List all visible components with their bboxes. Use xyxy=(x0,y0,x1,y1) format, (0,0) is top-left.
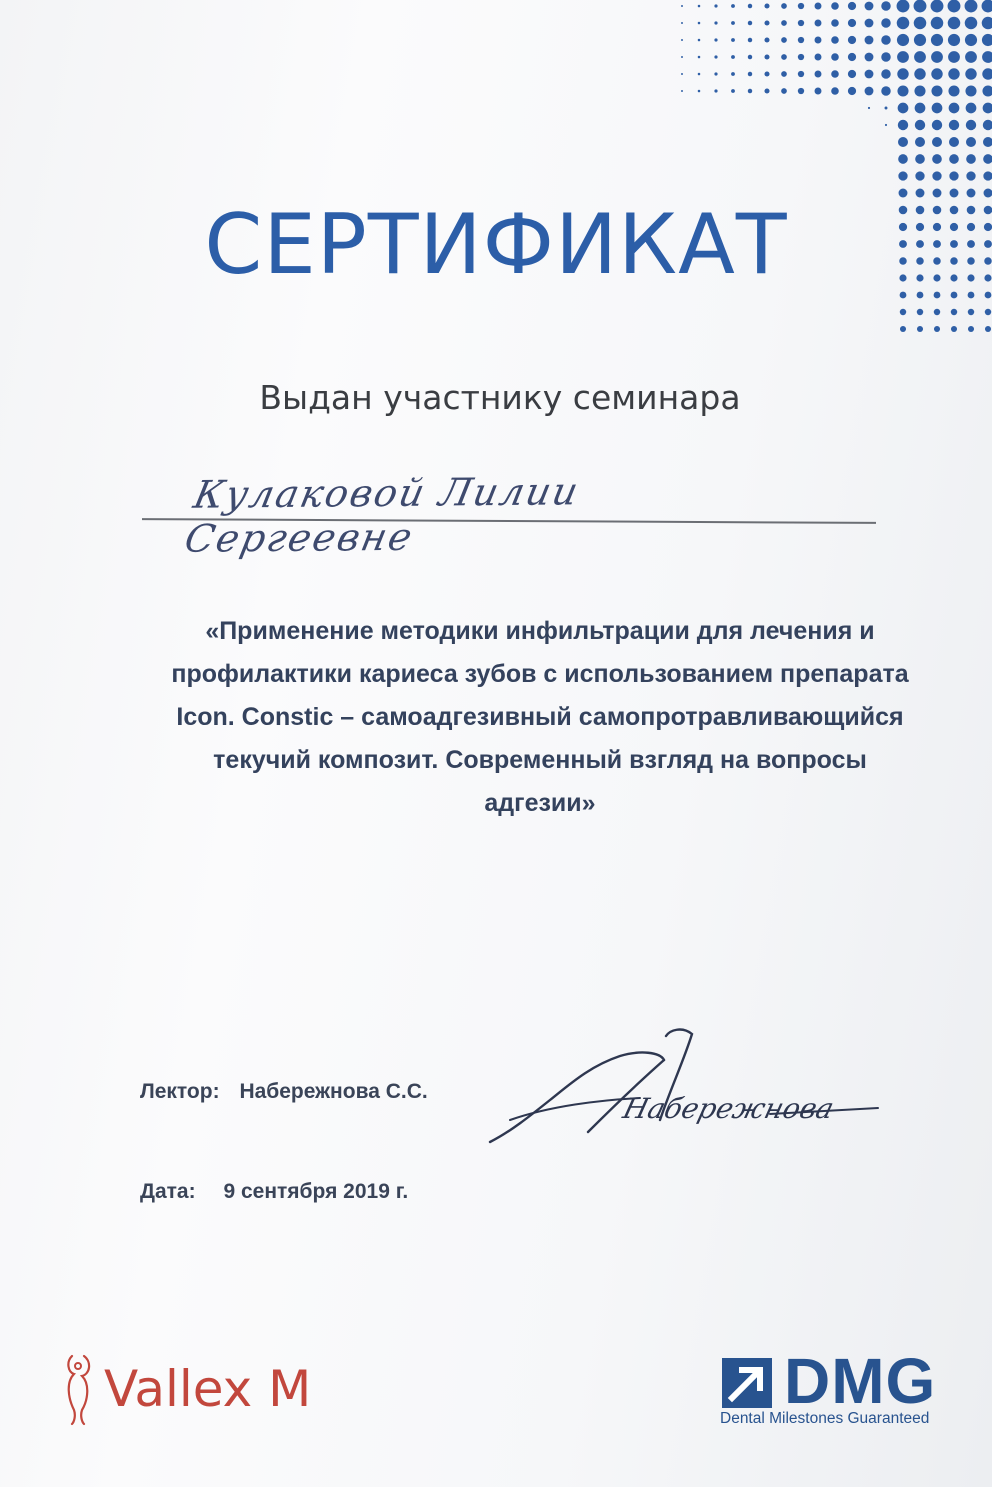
vallex-wordmark: Vallex M xyxy=(104,1360,312,1418)
decor-dot xyxy=(831,2,839,10)
decor-dot xyxy=(681,39,683,41)
decor-dot xyxy=(948,0,961,12)
decor-dot xyxy=(848,87,856,95)
decor-dot xyxy=(965,0,978,12)
lector-name: Набережнова С.С. xyxy=(239,1080,428,1103)
decor-dot xyxy=(948,68,959,79)
decor-dot xyxy=(897,51,909,63)
decor-dot xyxy=(831,19,839,27)
decor-dot xyxy=(831,36,839,44)
decor-dot xyxy=(915,171,924,180)
lector-signature xyxy=(470,1020,890,1160)
decor-dot xyxy=(949,103,960,114)
decor-dot xyxy=(714,72,717,75)
decor-dot xyxy=(798,20,804,26)
decor-dot xyxy=(949,154,959,164)
decor-dot xyxy=(748,21,752,25)
decor-dot xyxy=(865,53,874,62)
decor-dot xyxy=(731,72,735,76)
decor-dot xyxy=(915,154,925,164)
decor-dot xyxy=(815,88,822,95)
decor-dot xyxy=(982,51,992,63)
decor-dot xyxy=(949,171,958,180)
decor-dot xyxy=(949,120,959,130)
certificate-title: СЕРТИФИКАТ xyxy=(204,196,788,293)
decor-dot xyxy=(915,103,926,114)
decor-dot xyxy=(982,68,992,79)
decor-dot xyxy=(764,37,769,42)
decor-dot xyxy=(681,5,683,7)
decor-dot xyxy=(698,5,701,8)
decor-dot xyxy=(948,17,961,30)
decor-dot xyxy=(932,171,941,180)
decor-dot xyxy=(948,51,960,63)
decor-dot xyxy=(983,154,992,164)
decor-dot xyxy=(966,137,976,147)
certificate-subtitle: Выдан участнику семинара xyxy=(259,378,741,417)
decor-dot xyxy=(966,171,975,180)
decor-dot xyxy=(764,88,769,93)
decor-dot xyxy=(731,89,735,93)
decor-dot xyxy=(764,20,769,25)
decor-dot xyxy=(698,22,701,25)
decor-dot xyxy=(798,37,804,43)
decor-dot xyxy=(731,38,735,42)
decor-dot xyxy=(748,89,752,93)
lector-label: Лектор: xyxy=(140,1080,220,1103)
decor-dot xyxy=(848,2,856,10)
decor-dot xyxy=(681,56,683,58)
decor-dot xyxy=(848,19,856,27)
decor-dot xyxy=(983,120,992,130)
decor-dot xyxy=(781,88,787,94)
decor-dot xyxy=(714,4,717,7)
decor-dot xyxy=(848,70,856,78)
decor-dot xyxy=(914,85,925,96)
decor-dot xyxy=(900,309,906,315)
decor-dot xyxy=(798,54,804,60)
decor-dot xyxy=(781,54,787,60)
decor-dot xyxy=(881,52,890,61)
decor-dot xyxy=(764,54,769,59)
decor-dot xyxy=(881,86,890,95)
decor-dot xyxy=(982,85,992,96)
decor-dot xyxy=(931,17,944,30)
decor-dot xyxy=(965,34,977,46)
decor-dot xyxy=(914,0,927,12)
decor-dot xyxy=(714,55,717,58)
decor-dot xyxy=(897,85,908,96)
decor-dot xyxy=(931,0,944,12)
decor-dot xyxy=(798,3,804,9)
decor-dot xyxy=(900,326,906,332)
decor-dot xyxy=(714,89,717,92)
decor-dot xyxy=(681,90,683,92)
decor-dot xyxy=(897,68,908,79)
vallex-figure-icon xyxy=(58,1352,102,1426)
seminar-topic xyxy=(110,610,970,825)
signature-text: Набережнова xyxy=(619,1092,838,1125)
decor-dot xyxy=(781,3,787,9)
decor-dot xyxy=(815,3,822,10)
decor-dot xyxy=(983,137,992,147)
decor-dot xyxy=(764,71,769,76)
decor-dot xyxy=(968,326,974,332)
date-value: 9 сентября 2019 г. xyxy=(223,1180,409,1203)
date-label: Дата: xyxy=(140,1180,196,1203)
decor-dot xyxy=(951,309,957,315)
decor-dot xyxy=(983,103,992,114)
decor-dot xyxy=(898,154,908,164)
decor-dot xyxy=(932,137,942,147)
decor-dot xyxy=(948,85,959,96)
decor-dot xyxy=(748,38,752,42)
date-row xyxy=(140,1180,408,1204)
decor-dot xyxy=(731,4,735,8)
decor-dot xyxy=(831,70,839,78)
decor-dot xyxy=(748,72,752,76)
decor-dot xyxy=(831,53,839,61)
decor-dot xyxy=(865,87,874,96)
decor-dot xyxy=(714,21,717,24)
decor-dot xyxy=(968,309,974,315)
decor-dot xyxy=(982,0,992,12)
topic-line: профилактики кариеса зубов с использованием препарата xyxy=(171,660,909,688)
dmg-logo xyxy=(718,1345,958,1440)
decor-dot xyxy=(798,88,804,94)
decor-dot xyxy=(898,137,908,147)
dmg-tagline: Dental Milestones Guaranteed xyxy=(720,1410,930,1427)
decor-dot xyxy=(897,17,910,30)
decor-dot xyxy=(831,87,839,95)
decor-dot xyxy=(965,51,977,63)
dmg-wordmark: DMG xyxy=(784,1345,937,1417)
decor-dot xyxy=(965,17,978,30)
decor-dot xyxy=(731,55,735,59)
decor-dot xyxy=(898,103,909,114)
decor-dot xyxy=(931,51,943,63)
decor-dot xyxy=(815,54,822,61)
decor-dot xyxy=(948,34,960,46)
decor-dot xyxy=(881,18,890,27)
decor-dot xyxy=(681,22,683,24)
decor-dot xyxy=(731,21,735,25)
decor-dot xyxy=(698,73,701,76)
topic-line: текучий композит. Современный взгляд на вопросы xyxy=(213,746,867,774)
decor-dot xyxy=(781,37,787,43)
decor-dot xyxy=(897,0,910,12)
decor-dot xyxy=(698,39,701,42)
decor-dot xyxy=(914,34,926,46)
decor-dot xyxy=(764,3,769,8)
decor-dot xyxy=(881,35,890,44)
recipient-name: Кулаковой Лилии Сергеевне xyxy=(181,469,584,561)
decor-dot xyxy=(748,4,752,8)
decor-dot xyxy=(934,309,940,315)
decor-dot xyxy=(985,326,991,332)
decor-dot xyxy=(931,34,943,46)
decor-dot xyxy=(982,17,992,30)
decor-dot xyxy=(949,137,959,147)
decor-dot xyxy=(931,68,942,79)
decor-dot xyxy=(865,36,874,45)
decor-dot xyxy=(865,2,874,11)
decor-dot xyxy=(932,120,942,130)
decor-dot xyxy=(914,51,926,63)
decor-dot xyxy=(748,55,752,59)
decor-dot xyxy=(681,73,683,75)
decor-dot xyxy=(781,71,787,77)
decor-dot xyxy=(865,19,874,28)
decor-dot xyxy=(848,36,856,44)
decor-dot xyxy=(698,56,701,59)
decor-dot xyxy=(934,326,940,332)
decor-dot xyxy=(932,154,942,164)
decor-dot xyxy=(781,20,787,26)
decor-dot xyxy=(885,124,887,126)
decor-dot xyxy=(897,34,909,46)
lector-row xyxy=(140,1080,428,1104)
decor-dot xyxy=(915,120,925,130)
vallex-logo xyxy=(58,1352,378,1432)
decor-dot xyxy=(932,103,943,114)
dmg-arrow-icon xyxy=(722,1358,772,1408)
decor-dot xyxy=(966,154,976,164)
decor-dot xyxy=(965,68,976,79)
decor-dot xyxy=(917,326,923,332)
decor-dot xyxy=(914,68,925,79)
decor-dot xyxy=(868,107,870,109)
decor-dot xyxy=(965,85,976,96)
topic-line: адгезии» xyxy=(484,789,596,817)
decor-dot xyxy=(982,34,992,46)
topic-line: Icon. Constic – самоадгезивный самопротравливающийся xyxy=(176,703,904,731)
decor-dot xyxy=(815,71,822,78)
decor-dot xyxy=(815,20,822,27)
decor-dot xyxy=(917,309,923,315)
decor-dot xyxy=(898,120,908,130)
decor-dot xyxy=(931,85,942,96)
decor-dot xyxy=(714,38,717,41)
decor-dot xyxy=(966,120,976,130)
decor-dot xyxy=(798,71,804,77)
decor-dot xyxy=(848,53,856,61)
decor-dot xyxy=(898,171,907,180)
decor-dot xyxy=(983,171,992,180)
decor-dot xyxy=(881,69,890,78)
decor-dot xyxy=(951,326,957,332)
decor-dot xyxy=(881,1,890,10)
decor-dot xyxy=(966,103,977,114)
decor-dot xyxy=(885,107,888,110)
decor-dot xyxy=(914,17,927,30)
decor-dot xyxy=(865,70,874,79)
topic-line: «Применение методики инфильтрации для лечения и xyxy=(205,617,875,645)
decor-dot xyxy=(815,37,822,44)
decor-dot xyxy=(985,309,991,315)
decor-dot xyxy=(915,137,925,147)
decor-dot xyxy=(698,90,701,93)
